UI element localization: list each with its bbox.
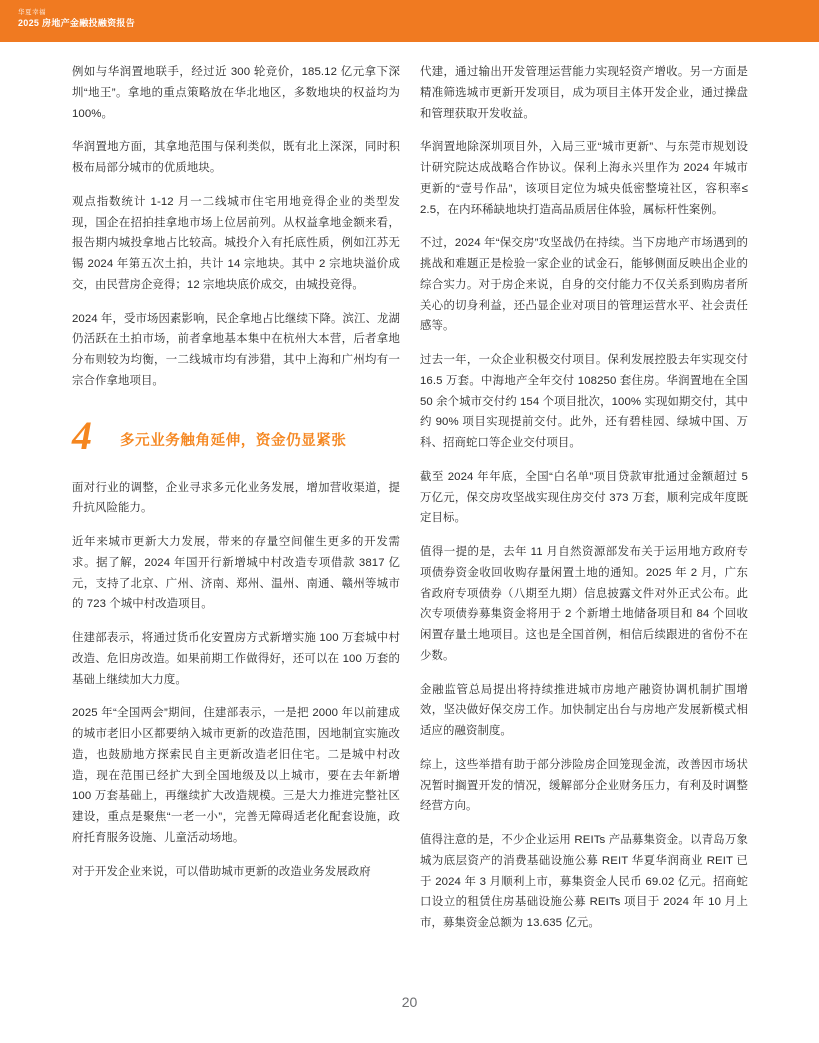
right-column: [420, 62, 748, 947]
paragraph: 金融监管总局提出将持续推进城市房地产融资协调机制扩围增效，坚决做好保交房工作。加快制定出台与房地产发展新模式相适应的融资制度。: [420, 683, 748, 737]
page-number: 20: [401, 994, 418, 1010]
paragraph: 华润置地除深圳项目外，入局三亚“城市更新”、与东莞市规划设计研究院达成战略合作协议。保利上海永兴里作为 2024 年城市更新的“壹号作品”，该项目定位为城央低密整境社区，容积率≤ 2.5，在内环稀缺地块打造高品质居住体验，属标杆性案例。: [420, 141, 748, 216]
header-title: 2025 房地产金融投融资报告: [18, 18, 136, 29]
section-title: 多元业务触角延伸，资金仍显紧张: [120, 432, 347, 449]
paragraph: 值得一提的是，去年 11 月自然资源部发布关于运用地方政府专项债券资金收回收购存量闲置土地的通知。2025 年 2 月，广东省政府专项债券（八期至九期）信息披露文件对外正式公布。此次专项债券募集资金将用于 2 个新增土地储备项目和 84 个回收闲置存量土地项目。这也是全国首例，相信后续跟进的省份不在少数。: [420, 546, 748, 662]
paragraph: 近年来城市更新大力发展，带来的存量空间催生更多的开发需求。据了解，2024 年国开行新增城中村改造专项借款 3817 亿元，支持了北京、广州、济南、郑州、温州、南通、赣州等城市的 723 个城中村改造项目。: [72, 536, 400, 611]
paragraph: 综上，这些举措有助于部分涉险房企回笼现金流，改善因市场状况暂时搁置开发的情况，缓解部分企业财务压力，有利及时调整经营方向。: [420, 758, 748, 813]
paragraph: 例如与华润置地联手，经过近 300 轮竞价，185.12 亿元拿下深圳“地王”。拿地的重点策略放在华北地区，多数地块的权益均为 100%。: [72, 66, 400, 120]
paragraph: 代建，通过输出开发管理运营能力实现轻资产增收。另一方面是精准筛选城市更新开发项目，成为项目主体开发企业，通过操盘和管理获取开发收益。: [420, 66, 748, 120]
header-top-line: 华夏幸福: [18, 9, 46, 16]
paragraph: 观点指数统计 1-12 月一二线城市住宅用地竞得企业的类型发现，国企在招拍挂拿地市场上位居前列。从权益拿地金额来看，报告期内城投拿地占比较高。城投介入有托底性质，例如江苏无锡 2024 年第五次土拍，共计 14 宗地块。其中 2 宗地块溢价成交，由民营房企竞得；12 宗地块底价成交，由城投竞得。: [72, 195, 400, 291]
page-header-bar: [0, 0, 819, 42]
section-heading: [72, 412, 400, 458]
paragraph: 面对行业的调整，企业寻求多元化业务发展，增加营收渠道，提升抗风险能力。: [72, 481, 400, 515]
paragraph: 2025 年“全国两会”期间，住建部表示，一是把 2000 年以前建成的城市老旧小区都要纳入城市更新的改造范围，因地制宜实施改造，也鼓励地方探索民自主更新改造老旧住宅。二是城中村改造，现在范围已经扩大到全国地级及以上城市，要在去年新增 100 万套基础上，再继续扩大改造规模。三是大力推进完整社区建设，重点是聚焦“一老一小”，完善无障碍适老化配套设施，政府托育服务设施、儿童活动场地。: [72, 707, 400, 844]
paragraph: 华润置地方面，其拿地范围与保利类似，既有北上深深，同时积极布局部分城市的优质地块。: [72, 141, 400, 174]
paragraph: 值得注意的是，不少企业运用 REITs 产品募集资金。以青岛万象城为底层资产的消费基础设施公募 REIT 华夏华润商业 REIT 已于 2024 年 3 月顺利上市，募集资金人民币 69.02 亿元。招商蛇口设立的租赁住房基础设施公募 REITs 项目于 2024 年 10 月上市，募集资金总额为 13.635 亿元。: [420, 834, 748, 929]
left-column: [72, 62, 400, 895]
paragraph: 对于开发企业来说，可以借助城市更新的改造业务发展政府: [72, 865, 371, 878]
paragraph: 住建部表示，将通过货币化安置房方式新增实施 100 万套城中村改造、危旧房改造。如果前期工作做得好，还可以在 100 万套的基础上继续加大力度。: [72, 632, 400, 686]
section-number: 4: [72, 412, 92, 458]
paragraph: 过去一年，一众企业积极交付项目。保利发展控股去年实现交付 16.5 万套。中海地产全年交付 108250 套住房。华润置地在全国 50 余个城市交付约 154 个项目批次，100% 实现如期交付，其中约 90% 项目实现提前交付。此外，还有碧桂园、绿城中国、万科、招商蛇口等企业交付项目。: [420, 354, 748, 449]
paragraph: 2024 年，受市场因素影响，民企拿地占比继续下降。滨江、龙湖仍活跃在土拍市场，前者拿地基本集中在杭州大本营，后者拿地分布则较为均衡，一二线城市均有涉猎，其中上海和广州均有一宗合作拿地项目。: [72, 312, 400, 387]
paragraph: 截至 2024 年年底，全国“白名单”项目贷款审批通过金额超过 5 万亿元，保交房攻坚战实现住房交付 373 万套，顺利完成年度既定目标。: [420, 470, 748, 525]
paragraph: 不过，2024 年“保交房”攻坚战仍在持续。当下房地产市场遇到的挑战和难题正是检验一家企业的试金石，能够侧面反映出企业的综合实力。对于房企来说，自身的交付能力不仅关系到购房者所关心的切身利益，还凸显企业对项目的管理运营水平、社会责任感等。: [420, 237, 748, 333]
header-brand: [18, 9, 135, 29]
